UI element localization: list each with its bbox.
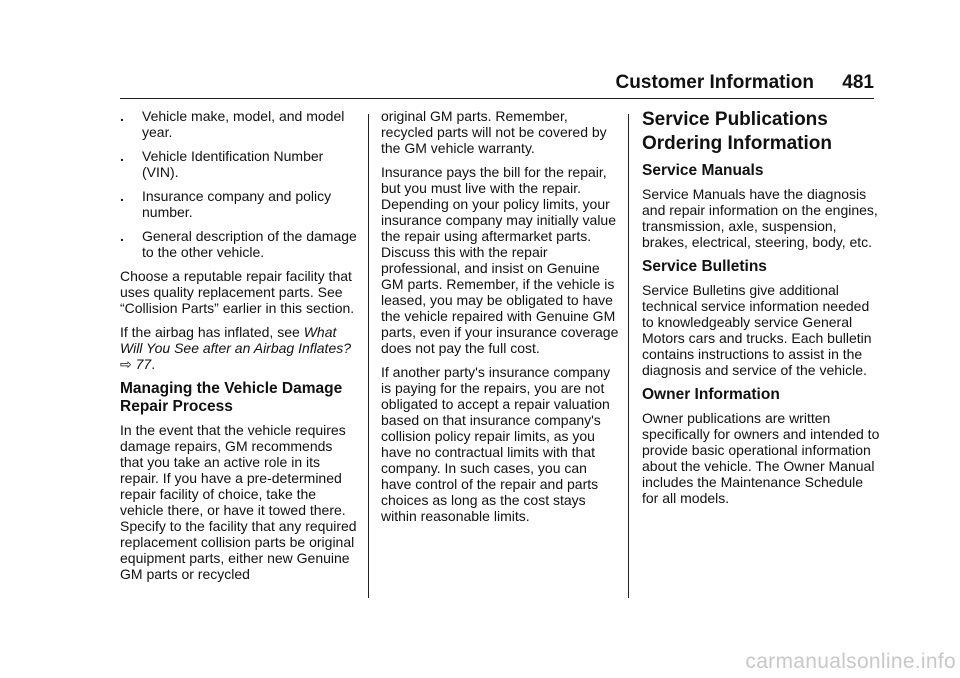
paragraph-airbag: If the airbag has inflated, see What Will You See after an Airbag Inflates? ⇨ 77. (120, 324, 352, 372)
airbag-link[interactable]: What Will You See after an Airbag Inflates? (120, 324, 352, 356)
list-item: . Vehicle Identification Number (VIN). (120, 148, 324, 180)
page-number: 481 (842, 72, 874, 93)
bullet-icon: . (120, 228, 124, 244)
bullet-icon: . (120, 188, 124, 204)
page-ref-arrow-icon: ⇨ (120, 356, 132, 372)
column-divider (368, 114, 369, 598)
paragraph-service-manuals: Service Manuals have the diagnosis and repair information on the engines, transmission, axle, suspension, brakes, electrical, steering, body, etc. (642, 186, 878, 250)
heading-service-bulletins: Service Bulletins (642, 258, 767, 275)
list-item: . Insurance company and policy number. (120, 188, 332, 220)
paragraph-insurance-pays: Insurance pays the bill for the repair, but you must live with the repair. Depending on your policy limits, your insurance company may initially value the repair using aftermarket parts. Discuss this with the repair professional, and insist on Genuine GM parts. Remember, if the vehicle is leased, you may be obligated to have the vehicle repaired with Genuine GM parts, even if your insurance coverage does not pay the full cost. (381, 164, 619, 356)
list-item: . General description of the damage to the other vehicle. (120, 228, 357, 260)
heading-service-manuals: Service Manuals (642, 162, 764, 179)
heading-owner-information: Owner Information (642, 386, 780, 403)
column-divider (628, 114, 629, 598)
list-item: . Vehicle make, model, and model year. (120, 108, 345, 140)
paragraph-service-bulletins: Service Bulletins give additional technical service information needed to knowledgeably service General Motors cars and trucks. Each bulletin contains instructions to assist in the diagnosis and service of the vehicle. (642, 282, 872, 378)
bullet-icon: . (120, 148, 124, 164)
column-1 (120, 108, 358, 590)
heading-service-publications: Service Publications Ordering Information (642, 109, 832, 154)
page-header (120, 72, 874, 99)
paragraph-owner-information: Owner publications are written specifically for owners and intended to provide basic operational information about the vehicle. The Owner Manual includes the Maintenance Schedule for all models. (642, 410, 880, 506)
column-2 (381, 108, 619, 532)
bullet-icon: . (120, 108, 124, 124)
column-3 (642, 108, 880, 514)
paragraph-repair-facility: Choose a reputable repair facility that uses quality replacement parts. See “Collision Parts” earlier in this section. (120, 268, 355, 316)
heading-managing-repair: Managing the Vehicle Damage Repair Process (120, 380, 343, 415)
paragraph-repair-process: In the event that the vehicle requires damage repairs, GM recommends that you take an active role in its repair. If you have a pre-determined repair facility of choice, take the vehicle there, or have it towed there. Specify to the facility that any required replacement collision parts be original equipment parts, either new Genuine GM parts or recycled (120, 422, 357, 582)
paragraph-recycled-parts: original GM parts. Remember, recycled parts will not be covered by the GM vehicle warranty. (381, 108, 607, 156)
info-bullet-list (120, 108, 358, 260)
paragraph-other-party: If another party's insurance company is paying for the repairs, you are not obligated to accept a repair valuation based on that insurance company's collision policy repair limits, as you have no contractual limits with that company. In such cases, you can have control of the repair and parts choices as long as the cost stays within reasonable limits. (381, 364, 611, 524)
page-ref[interactable]: 77 (135, 356, 152, 372)
section-title: Customer Information (615, 72, 814, 93)
watermark: carmanualsonline.info (745, 650, 956, 673)
